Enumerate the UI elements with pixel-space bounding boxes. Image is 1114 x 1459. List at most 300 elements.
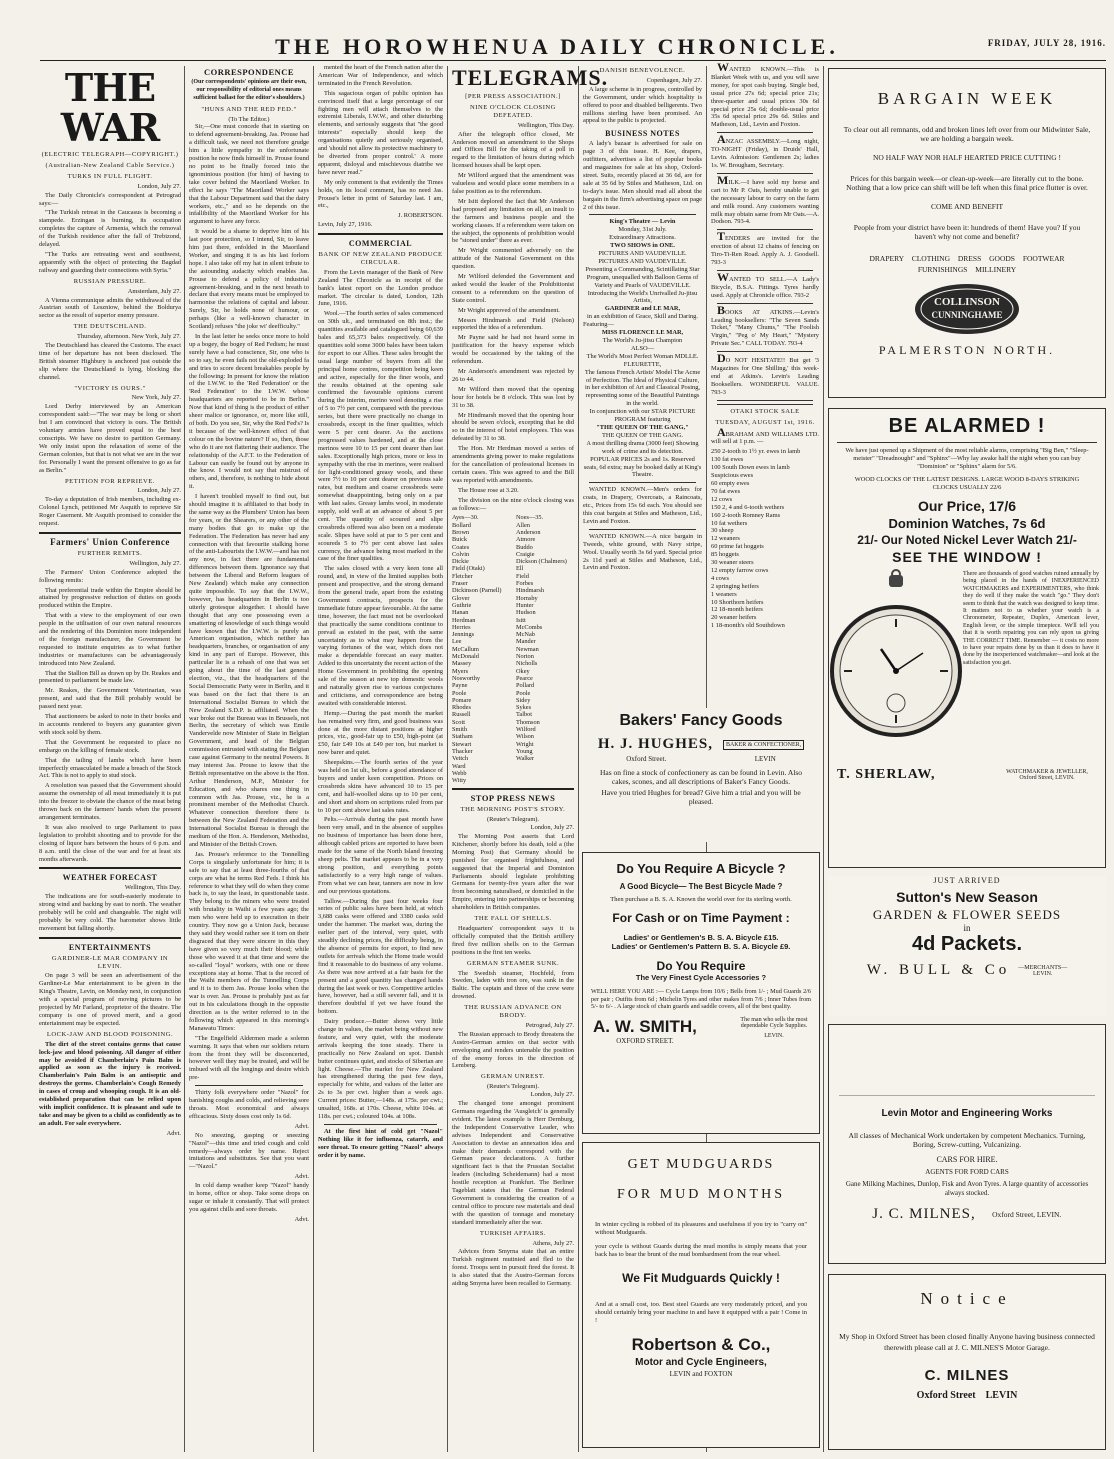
bicycle-line: Then purchase a B. S. A. Known the world over for its sterling worth. [610,896,792,903]
bargain-title: BARGAIN WEEK [877,89,1057,108]
aye-member: Jennings [452,631,475,639]
aye-member: Smith [452,726,468,734]
accessories-list: WELL HERE YOU ARE :— Cycle Lamps from 10/6 ; Bells from 1/- ; Mud Guards 2/6 per pair ; Outfits from 6d ; Michelin Tyres and other makes from 7/6 ; Inner Tubes from 5/- to 6/- . A large stock of chain guards and saddle covers, all of the best quality. [591,988,811,1011]
dropcap: W [717,269,729,284]
commercial-paragraph: Hemp.—During the past month the market has remained very firm, and good business was done at the more distant positions at higher prices, viz., good-fair up to £50, high-point (at £50, fair £49 10s at £49 per ton, but market is now barer and quiet. [318,709,443,757]
notice-name: C. MILNES [924,1367,1010,1384]
entertainments-text: On page 3 will be seen an advertisement of the Gardiner-Le Mar entertainment to be given in the King's Theatre, Levin, on Monday next, in conjunction with a special program of moving pictures to be projected by Mr Farland, proprietor of the theatre. The company is one of proved merit, and a good entertainment may be expected. [39,972,181,1027]
classified-ad [711,60,819,129]
letter-paragraph: My only comment is that evidently the Times holds, on its local comment, has no need Jas. Prouse's letter in print of Saturday last. I am, etc., [318,178,443,210]
noe-member: McCombs [516,623,543,631]
noes-list [516,514,574,762]
motor-hire: CARS FOR HIRE. [936,1155,998,1164]
aye-member: Dickinson (Parnell) [452,587,502,595]
noe-member: Pollard [516,682,535,690]
dropcap: A [717,132,726,147]
column-rule [447,66,448,1452]
sherlaw-role: WATCHMAKER & JEWELLER, Oxford Street, LEVIN. [1006,768,1088,781]
commercial-paragraph: The sales closed with a very keen tone all round, and, in view of the limited supplies both present and prospective, and the strong demand from the general trade, apart from the existing Government contracts, prospects for the immediate future appear favourable. At the same time, however, the fact must not be overlooked that practically the same conditions continue to prevail as existed in the past, with the same uncertainty as to what may happen from the varying fortunes of the war, which does not make a dependable forecast an easy matter. Added to this uncertainty the recent action of the Home Government in prohibiting the opening sale of the season at new top domestic wools and naturally given rise to various conjectures and criticisms, and correspondence are being awaited with considerable interest. [318,565,443,707]
noe-member: Thomson [516,718,540,726]
telegram-paragraph: Mr Isitt deplored the fact that Mr Anderson had proposed any limitation on all, an insult to the farmers and business people and the working classes. If a referendum were taken on the subject, the opponents of prohibition would be "stoned under" there as ever. [452,197,574,245]
pocket-watch-icon [829,571,963,761]
smith-name: A. W. SMITH, [593,1016,697,1036]
telegrams-heading: TELEGRAMS. [452,65,609,90]
watch-text: There are thousands of good watches ruined annually by being placed in the hands of INEXPERIENCED WATCHMAKERS and EXPERIMENTERS, who think they do well if they make the watch "go." They don't seem to think that the watch was designed to keep time. It matters not to us whether your watch is a Chronometer, Repeater, Duplex, American lever, English lever, or the simple timepiece. We'll tell you that it is worth repairing you can rely upon us giving THE CORRECT TIME. Remember — it costs no more to have your repairs done by us than it does to have it done by the inexperienced watchmaker—and look at the satisfaction you get. [963,570,1099,666]
stock-sale-intro [711,424,819,447]
farmers-paragraph: That preferential trade within the Empire should be attained by progressive reduction of duties on goods produced within the Empire. [39,586,181,610]
stock-sale-item: 1 weaners [711,590,737,598]
divider [195,1085,303,1086]
stock-sale-item: 1 18-month's old Southdown [711,622,785,630]
bicycle-ad [582,852,820,1134]
classified-ad-text: ANTED KNOWN.—This is Blanket Week with us, and you will save money, for spot cash buying. Single bed, usual price 27s 6d; special price 21s; three-quarter and usual prices 30s 6d special price 25s 6d; double-usual price 35s 6d special price 29s 6d. Stiles and Matheson, Ltd., Levin and Foxton. [711,66,819,129]
war-paragraph: The Deutschland has cleared the Customs. The exact time of her departure has not been disclosed. The British steamer Highbury is anchored just outside the slip where the Deutschland is lying, blocking the channel. [39,342,181,381]
letter-paragraph: Jas. Prouse's reference to the Tonnelling Corps is singularly unfortunate for him; it is safe to say that at least three-fourths of that corps are what he terms Red Feds. I think his reference to what they will do when they come back is, to say the least, in questionable taste. They belong to the miners who were treated with brutality in Waihi a few years ago; the men who were held up to execration in their country. They now go a Union Jack, because they said they would rather see it torn on their disgraced that they were sincere in this they have given so very much their blood; while those who waved it at that time and were the so-called "loyal" workers, with one or three exceptions stay at home. That is the record of the Waihi members of the Tunnelling Corps and it is to them Jas. Prouse looks when the war is over. Jas. Prouse is probably just as far out in his calculations though in the opposite direction as is the writer referred to in the following which appeared in this morning's Manawatu Times: [189,850,309,1032]
bicycle-price-2: Ladies' or Gentlemen's Pattern B. S. A. Bicycle £9. [611,942,791,951]
divider [324,1124,437,1125]
dominion-watches: Dominion Watches, 7s 6d [888,515,1046,531]
farmers-paragraph: That with a view to the employment of our own people in the utilisation of our own natural resources and the rendering of this Dominion more independent of the foreign manufacturer, the Government be requested to institute enquiries as to what further industries or manufactures can be advantageously introduced into New Zealand. [39,612,181,667]
stock-sale-item: 60 prime fat hoggets [711,543,764,551]
aye-member: Myers [452,667,469,675]
farmers-paragraph: That the tailing of lambs which have been imperfectly emasculated be made a breach of the Stock Act. This is not to apply to stud stock. [39,756,181,780]
column-notes [580,64,705,704]
classified-ad [711,302,819,349]
letter-paragraph: Sir,—One must concede that in starting on to defend agreement-breaking, Jas. Prouse had a difficult task, we need not therefore grudge him a little sympathy in the unfortunate position he now finds himself in. Prouse found no point to be finally forced into the ignominious position (for him) of having to take cover behind the Maoriland Worker. In effect he says "The Maoriland Worker says that the Labour Department said that the dairy workers, etc.," and so he depends on the infallibility of the Maoriland Worker for his argument to have any force. [189,123,309,226]
ayes-label: Ayes—30. [452,514,479,522]
classified-ad-text: O NOT HESITATE!! But get '3 Magazines for One Shilling,' this week-end at Atkins's. Levin's Leading Booksellers. WONDERFUL VALUE. 793-3 [711,357,819,396]
letter-paragraph: This sagacious organ of public opinion has convinced itself that a large percentage of our fighting men will attach themselves to the extremist Liberals, I.W.W., and other disturbing elements, and seriously suggests that "the good interests" especially should keep the organisations quietly and seriously organised, and 'should not allow its protective machinery to be diverted from proper control.' A more apparent, disloyal and mischievous diatribe we have never read." [318,89,443,176]
aye-member: Brown [452,529,470,536]
commercial-subtitle: BANK OF NEW ZEALAND PRODUCE CIRCULAR. [318,251,443,266]
letter-sign-date: Levin, July 27, 1916. [318,221,373,229]
telegram-paragraph: Mr Wilford then moved that the opening hour for hotels be 8 o'clock. This was lost by 31 to 38. [452,385,574,409]
divider [717,400,813,401]
mudguards-text-1: In winter cycling is robbed of its pleasures and usefulness if you try to "carry on" without Mudguards. [595,1221,807,1236]
logo-text-1: COLLINSON [933,296,1001,308]
stop-item-byline: Athens, July 27. [532,1239,574,1247]
theatre-pictures: PICTURES AND VAUDEVILLE. [598,257,687,265]
aye-member: Thacker [452,747,473,755]
aye-member: Coates [452,543,470,551]
accessories-sub: The Very Finest Cycle Accessories ? [635,973,767,982]
mudguards-title: GET MUDGUARDS [627,1157,775,1172]
alarmed-title: BE ALARMED ! [888,415,1046,437]
telegram-paragraph: Mr Wilford defended the Government and asked would the leader of the Prohibitionist consent to a referendum on the question of State control. [452,273,574,304]
aye-member: Stewart [452,740,472,748]
theatre-intro: Introducing the World's Unrivalled Ju-jitsu Artists, [587,289,698,305]
aye-member: Dickie [452,558,469,566]
farmers-paragraph: That auctioneers be asked to note in their books and in accounts rendered to buyers any guarantee given with stock sold by them. [39,713,181,736]
nazol-ad: At the first hint of cold get "Nazol" Nothing like it for influenza, catarrh, and sore throat. To ensure getting "Nazol" always order it by name. [318,1127,443,1159]
classified-ad [711,172,819,226]
bicycle-sub: A Good Bicycle— The Best Bicycle Made ? [619,882,783,891]
nickel-watch: 21/- Our Noted Nickel Lever Watch 21/- [857,532,1077,547]
stop-item-text: Advices from Smyrna state that an entire Turkish regiment mutinied and fled to the forest. Troops sent in pursuit fired the forest. It is also stated that the Austro-German forces aiding Smyrna have been recalled to Germany. [452,1248,574,1288]
sherlaw-name: T. SHERLAW, [837,766,936,782]
war-paragraph: "The Turks are retreating west and southwest, apparently with the object of protecting the Bagdad railway and guarding their connections with Syria." [39,250,181,274]
aye-member: Fletcher [452,572,473,580]
theatre-body: Presenting a Commanding, Scintillating Star Program, unequalled with Balloon Gems of Variety and Pearls of VAUDEVILLE. [585,265,700,289]
telegrams-sub: NINE O'CLOCK CLOSING DEFEATED. [470,103,556,119]
farmers-paragraph: That the Government be requested to place no embargo on the killing of female stock. [39,738,181,754]
mudguards-text-3: And at a small cost, too. Best steel Guards are very moderately priced, and you should certainly bring your machine in and have it equipped with a pair ! Come in ! [595,1301,807,1324]
divider [717,351,813,352]
divider [39,867,181,869]
commercial-paras [318,269,443,1121]
aye-member: Poole [452,689,467,697]
bakers-town: LEVIN [754,755,776,763]
letter-paras [189,123,309,1082]
bargain-text: Prices for this bargain week—or clean-up-week—are literally cut to the bone. Nothing that a low price can shift will be left when this final price flutter is over. [846,174,1088,192]
lockjaw-sign: Advt. [166,1129,181,1137]
divider [717,229,813,230]
letter-paragraph: In the last letter he seeks once more to hold up a bogey, the bogey of Red Fedism; he must surely have a bad conscience, Sir, one who is so to say, he even fails not the old-exploded fa and tries to score decent breakables people by the following: In present for know the relation of the I.W.W. to the 'Red Federation' or the 'Red Federation' to the I.W.W. whose headquarters are reported to be in Berlin." Now that kind of thing is the product of either sheer malice or ignorance, or, more like still, of both. Do you see, Sir, why the Red Fed's? Is it because of the well-known effect of that colour on the bovine nature? If so, then, those who do it are not flattering their audience. The relationship of the A.F.T. to the Federation of Labour can easily be found out by anyone in the know. I would not say that mistrust of others, and, therefore, is nothing to hide about it. [189,333,309,491]
nazol-ad-text: Thirty folk everywhere order "Nazol" for banishing coughs and colds, and relieving sore throats. Most economical and always efficacious. Sixty doses cost only 1s 6d. [189,1089,309,1120]
aye-member: Glover [452,594,470,602]
bargain-people: People from your district have been it: hundreds of them! Have you? If you haven't why not come and benefit? [853,223,1081,241]
telegram-paragraph: Mr Hindmarsh moved that the opening hour should be seven o'clock, excepting that he did so in the interest of hotel employees. This was defeated by 31 to 38. [452,411,574,443]
divider [717,132,813,133]
noe-member: Mander [516,638,536,646]
suttons-top: JUST ARRIVED [933,876,1001,885]
letter-paragraph: mented the heart of the French nation after the American War of Independence, and which terminated in the French Revolution. [318,64,443,87]
aye-member: McDonald [452,653,479,661]
war-section-byline: London, July 27. [137,182,181,190]
suttons-in: in [963,923,971,933]
aye-member: McCallum [452,645,479,653]
stop-item-title: GERMAN STEAMER SUNK. [466,959,560,967]
bull-town: LEVIN. [1033,970,1053,977]
war-agency: (Australian-New Zealand Cable Service.) [45,161,175,169]
aye-member: Hanan [452,609,469,617]
business-notes-text: A lady's bazaar is advertised for sale on page 3 of this issue. H. Kee, drapers, outfitters, advertises a list of popular books and magazines for sale at his shop, Oxford-street. Suits, recently placed at 36 6d, are for sale at 35 6d by Stiles and Matheson, Ltd. on to-day's issue. Men should read all about the bargain in the firm's advertising space on page 2 of this issue. [583,140,702,211]
nazol-ad-sign: Advt. [294,1122,309,1130]
noe-member: Nicholls [516,660,538,668]
wanted-ad-1: WANTED KNOWN.—Men's orders for coats, in Drapery, Overcoats, a Raincoats, etc., Prices from 15s 6d each. You should see this coat bargain at Stiles and Matheson, Ltd., Levin and Foxton. [583,486,702,525]
war-paragraph: "The Turkish retreat in the Caucasus is becoming a stampede. Erzingan is burning, its occupation completes the capture of Armenia, which the removal of the Turkish residence after the fall of Trebizond, delayed. [39,209,181,249]
telegram-paragraph: Mr Wright approved of the amendment. [458,306,560,314]
commercial-paragraph: Dairy produce.—Butter shows very little change in values, the market being without new feature, and very quiet, with the moderate arrivals keeping the tone steady. There is practically no New Zealand on spot. Danish butter continues quiet, and stocks of Siberian are light. Cheese.—The market for New Zealand has strengthened during the past few days, especially for white, and values of the latter are 2s to 3s per cwt. higher than a week ago. Current prices: Butter,—148s. at 175s. per cwt.; unsalted, 168s. at 170s. Cheese, white 104s. at 118s. per cwt.; coloured 104s. at 108s. [318,1018,443,1120]
masthead-rule [40,60,1106,61]
stock-sale-item: 12 cows [711,495,733,503]
noe-member: Dickson (Chalmers) [516,558,567,566]
bull-role: —MERCHANTS— [1018,964,1068,971]
telegram-paragraph: The House rose at 3.20. [458,486,519,494]
noe-member: Forbes [516,580,534,588]
farmers-title: Farmers' Union Conference [50,536,170,547]
noe-member: Anderson [516,529,541,536]
theatre-miss: MISS FLORENCE LE MAR, [601,329,684,337]
noe-member: Wilford [516,726,536,734]
theatre-desc: A most thrilling drama (3000 feet) Showing work of crime and its detection. [586,439,699,455]
divider [717,270,813,271]
column-rule [578,66,579,1452]
weather-text: The indications are for south-easterly moderate to strong wind and backing by east to north. The weather probably will be cold and changeable. The night will probably be very cold. The barometer shows little movement but falling shortly. [39,893,181,932]
bicycle-price-1: Ladies' or Gentlemen's B. S. A. Bicycle £15. [623,933,779,942]
smith-town: LEVIN. [764,1032,784,1039]
correspondence-note: (Our correspondents' opinions are their own, our responsibility of editorial ones means sufficient ballast for the editor's shoulders.) [191,78,307,101]
commercial-paragraph: Wool.—The fourth series of sales commenced on 30th ult., and terminated on 8th inst.; the quantities available and catalogued being 60,639 bales and 65,373 bales respectively. Of the quantities sold some 3000 bales have been taken for export to our Allies. These sales brought the usual large number of buyers from all the principal home centres, competition being keen and active, especially for the finer wools, and the results obtained at the opening sale confirmed the favourable opinions current during the interim, merino wool denoting a rise of 5 to 7½ per cent, compared with the previous series, but there were practically no change in crossbreds, except in the finer qualities, which were 5 per cent dearer. As the auctions progressed values hardened, and at the close merinos were 10 to 15 per cent dearer than last sales. Exceptionally high prices, more or less in sympathy with the rise in merinos, were realised for light-conditioned greasy wools, and these were 7½ to 10 per cent dearer on previous sale rates, but medium and coarse crossbreds were somewhat disappointing, being only on a par with last sales. Greasy lambs wool, in moderate supply, sold well at an advance of about 5 per cent. The quantity of scoured and slipe crossbreds offered was also been on a moderate scale. Slipes have sold at par to 5 per cent and scoureds 5 to 7½ per cent above last sales currency, the advance being most marked in the case of the finer qualities. [318,310,443,563]
war-section-byline: Amsterdam, July 27. [127,287,181,295]
divider [717,303,813,304]
motor-title: Levin Motor and Engineering Works [881,1108,1053,1119]
logo-text-2: CUNNINGHAME [931,310,1003,320]
farmers-paragraph: Mr. Reakes, the Government Veterinarian, was present, and said that the Bill probably would be passed next year. [39,687,181,711]
aye-member: Colvin [452,550,470,558]
robertson-name: Robertson & Co., [631,1335,771,1354]
notice-ad [828,1274,1106,1450]
dropcap: A [717,424,726,439]
stock-sale-item: 12 18-month heifers [711,606,763,614]
classified-ad-text: ENDERS are invited for the erection of about 12 chains of fencing on Tiro-Ti-Ren Road. Apply A. J. Goodsell. 793-3 [711,235,819,267]
smith-street: OXFORD STREET. [616,1036,674,1045]
aye-member: Veitch [452,755,469,763]
stop-item-byline: London, July 27. [530,1091,574,1099]
entertainments-subtitle: GARDINER-LE MAR COMPANY IN LEVIN. [51,954,169,970]
noe-member: Ell [516,565,524,573]
dropcap: M [717,172,729,187]
stock-sale-item: 250 2-tooth to 1½ yr. ewes in lamb [711,448,801,456]
lockjaw-text: The dirt of the street contains germs that cause lock-jaw and blood poisoning. All danger of either may be avoided if Chamberlain's Pain Balm is applied as soon as the injury is received. Chamberlain's Pain Balm is an antiseptic and destroys the germs. Chamberlain's Cough Remedy in cases of croup and whooping cough. It is an old-established preparation that can be relied upon with implicit confidence. It is pleasant and safe to take and may be given to a child as confidently as to an adult. For sale everywhere. [39,1040,181,1127]
bakers-name: H. J. HUGHES, [597,736,713,752]
stop-item-text: The Morning Post asserts that Lord Kitchener, shortly before his death, told a (the Morning Post) that Germany should be punished for organised frightfulness, and suggested that the Imperial and Dominion Parliaments should legislate prohibiting Germans for twenty-five years after the war from becoming naturalised, or domiciled in the Empire, entering into partnerships or becoming shareholders in British companies. [452,833,574,912]
stock-sale-items [711,448,819,630]
noe-member: Hornsby [516,594,538,602]
dropcap: W [717,60,729,74]
theatre-champion: The World's Ju-jitsu Champion [602,337,683,344]
stock-sale-item: 10 Shorthorn heifers [711,598,764,606]
war-sections [39,173,181,528]
aye-member: Field (Otaki) [452,565,485,573]
classified-ad-text: NZAC ASSEMBLY.—Long night, TO-NIGHT (Friday), in Druids' Hall, Levin. Admission: Gentlemen 2s; ladies 1s. W. Brougham, Secretary. [711,138,819,169]
telegram-paragraph: After the telegraph office closed, Mr Anderson moved an amendment to the Shops and Offices Bill for the taking of a poll in regard to the limitation of hours during which licensed houses shall be kept open. [452,130,574,170]
stop-press-items [452,806,574,1288]
letter-to: (To The Editor.) [228,115,270,123]
nazol-ad-text: No sneezing, gasping or sneezing "Nazol"—this time and tried cough and cold remedy—always order by name. Reject imitations and substitutes. See that you want—"Nazol." [189,1131,309,1171]
divider [589,214,696,215]
war-section-title: PETITION FOR REPRIEVE. [65,477,155,485]
aye-member: Buick [452,536,468,544]
classified-ad [711,269,819,300]
wanted-ad-2: WANTED KNOWN.—A nice bargain in Tweeds, white ground, with Navy stripe, Wool. Usually worth 3s 6d yard. Special price 2s 11d yard at Stiles and Matheson, Ltd., Levin and Foxton. [583,532,702,572]
be-alarmed-ad [828,408,1106,868]
motor-agents: AGENTS FOR FORD CARS [925,1168,1009,1176]
telegram-paragraph: The division on the nine o'clock closing was as follows:— [452,496,574,512]
mudguards-text-2: your cycle is without Guards during the mud months is simply means that your back has to bear the brunt of the mud bombardment from the rear wheel. [595,1243,807,1258]
theatre-prices: POPULAR PRICES 2s and 1s. Reserved seats, 6d extra; may be booked daily at King's Theatre. [583,455,702,479]
divider [318,233,443,235]
noe-member: Sykes [516,704,532,712]
aye-member: Lee [452,638,462,646]
nazol-ads [189,1089,309,1224]
aye-member: Herries [452,623,471,631]
stop-item-text: Headquarters' correspondent says it is officially computed that the British artillery fired five million shells on to the German positions in the first ten weeks. [452,924,574,956]
suttons-title-2: GARDEN & FLOWER SEEDS [872,907,1062,922]
stock-sale-item: 100 South Down ewes in lamb [711,464,790,472]
aye-member: Rhodes [452,704,471,712]
stop-item-byline: Petrograd, July 27. [525,1021,574,1029]
levin-motor-ad [828,1024,1106,1264]
aye-member: Witty [452,777,467,785]
divider [717,173,813,174]
noe-member: Okey [516,667,530,675]
theatre-featuring: Featuring— [583,321,614,329]
letter-title: "HUNS AND THE RED FED." [201,105,297,113]
aye-member: Bollard [452,521,471,529]
aye-member: Statham [452,733,473,741]
weather-title: WEATHER FORECAST [62,873,158,883]
suttons-seeds-ad [828,876,1106,1016]
correspondence-title: CORRESPONDENCE [203,67,295,77]
telegram-paragraph: The Hon. Mr Herdman moved a series of amendments giving power to make regulations for the cancellation of professional licenses in certain cases. This was agreed to and the Bill was reported with amendments. [452,445,574,484]
farmers-subtitle: FURTHER REMITS. [77,549,143,557]
theatre-names: GARDINER and LE MAR, [604,305,681,313]
war-section-byline: London, July 27. [137,487,181,495]
divider [39,937,181,939]
entertainments-title: ENTERTAINMENTS [68,942,152,952]
noe-member: Hindmarsh [516,587,544,595]
newspaper-title: THE HOROWHENUA DAILY CHRONICLE. [275,34,839,59]
bakers-text: Has on fine a stock of confectionery as can be found in Levin. Also cakes, scones, and all descriptions of Baker's Fancy Goods. [599,768,803,786]
suttons-packets: 4d Packets. [911,933,1023,955]
war-paragraph: The Daily Chronicle's correspondent at Petrograd says:— [39,191,181,207]
stock-sale-title: OTAKI STOCK SALE [730,407,800,415]
mudguards-title-2: FOR MUD MONTHS [616,1187,786,1202]
stock-sale-item: 20 weaner heifers [711,614,757,622]
theatre-also: ALSO— [630,344,655,352]
stock-sale-item: 130 fat ewes [711,456,744,464]
bargain-departments: DRAPERY CLOTHING DRESS GOODS FOOTWEAR FURNISHINGS MILLINERY [869,254,1065,274]
war-heading: THE WAR [60,65,160,150]
theatre-conjunction: In conjunction with our STAR PICTURE PROGRAM featuring [589,408,696,424]
robertson-town: LEVIN and FOXTON [669,1370,733,1378]
suttons-title: Sutton's New Season [896,889,1038,905]
noe-member: Buddo [516,543,533,551]
weather-byline: Wellington, This Day. [124,884,181,892]
column-rule [823,66,824,1452]
bargain-come: COME AND BENEFIT [930,202,1004,211]
bakers-title: Bakers' Fancy Goods [619,712,783,729]
dropcap: T [717,229,726,244]
aye-member: Ward [452,762,466,770]
letter-continued [318,64,443,210]
theatre-queen: "THE QUEEN OF THE GANG," [596,423,689,431]
divider [452,788,574,790]
notice-title: Notice [920,1289,1014,1308]
noe-member: Field [516,572,529,580]
telegram-paragraph: Mr Payne said he had not heard some in justification for the heavy expense which would be occasioned by the taking of the referendum. [452,334,574,366]
masthead [0,0,1114,62]
aye-member: Payne [452,682,468,690]
war-section-byline: New York, July 27. [131,394,181,402]
war-paragraph: To-day a deputation of Irish members, including ex-Colonel Lynch, petitioned Mr Asquith to reprieve Sir Roger Casement. Mr Asquith promised to consider the request. [39,496,181,528]
classified-ad-text: ILK.—I have sold my horse and cart to Mr P. Oats, hereby unable to get the necessary labour to carry on the farm and milk round. Any customers wanting milk may obtain same from Mr Oats.—A. Dodson. 793-4. [711,178,819,226]
theatre-sub: Extraordinary Attractions. [609,234,676,242]
theatre-model: The World's Most Perfect Woman MDLLE. FLEURETTE, [586,352,699,368]
stop-item-text: The changed tone amongst prominent Germans regarding the 'Ausgleich' is generally evident. The latest example is Herr Dernburg, the Independent Conservative Leader, who advises Independent and Conservative Association to devise an annexation idea and make their demands correspond with the German peace declarations. A further significant fact is that the Prussian Socialist leaders (including Scheidemann) had a most hostile reception at Frankfurt. The Berliner Tageblatt states that the German Federal Government is considering the creation of a central office to procure raw materials and deal with the question of tonnage and monetary standard immediately after the war. [452,1100,574,1226]
milnes-name: J. C. MILNES, [872,1206,976,1222]
stock-sale-date: TUESDAY, AUGUST 1st, 1916. [715,418,815,426]
noe-member: Walker [516,755,535,763]
collinson-logo [912,281,1022,337]
right-ad-column [828,64,1106,1454]
aye-member: Herdman [452,616,476,624]
mudguards-fit: We Fit Mudguards Quickly ! [622,1271,780,1285]
commercial-paragraph: Sheepskins.—The fourth series of the year was held on 1st ult., before a good attendance of buyers and under keen competition. Prices on crossbreds skins have advanced 10 to 15 per cent, and half-woolled skins up to 10 per cent, and short and shorn on scriptions ruled from par to 10 per cent above last sales rates. [318,759,443,814]
noe-member: Newman [516,645,539,653]
aye-member: Webb [452,769,467,777]
war-section-byline: Thursday, afternoon. New York, July 27. [77,333,181,341]
stock-sale-item: 30 weaner steers [711,559,754,567]
theatre-pictures: PICTURES AND VAUDEVILLE. [598,250,687,258]
farmers-byline: Wellington, July 27. [129,559,181,567]
alarmed-text: We have just opened up a Shipment of the most reliable alarms, comprising "Big Ben," "Sleep-meister" "Dreadnought" and "Sphinx"—Why lay awake half the night when you can buy "Dominion" or "Sphinx" alarm for 5/6. [845,447,1089,470]
danish-title: DANISH BENEVOLENCE. [599,67,686,74]
aye-member: Guthrie [452,601,472,609]
danish-text: A large scheme is in progress, controlled by the Government, under which hospitality is offered to poor and disabled belligerents. Two millions sterling have been promised. An appeal to the public is projected. [583,85,702,125]
stock-sale-item: 4 cows [711,574,729,582]
stock-sale-item: 12 empty farrow cows [711,566,769,574]
lockjaw-title: LOCK-JAW AND BLOOD POISONING. [46,1030,174,1038]
farmers-paras [39,569,181,864]
stock-sale-item: Suspicious ewes [711,472,754,480]
classified-ad-text: OOKS AT ATKINS.—Levin's Leading booksellers: "The Seven Sands Ticket," "Many Chums," "The Foolish Virgin," "Peg o' My Heart," "Mystery Private Sec." CALL TODAY. 793-4 [711,308,819,348]
classified-ad [711,351,819,397]
commercial-paragraph: Pelts.—Arrivals during the past month have been very small, and in the absence of supplies no business of importance has been done here, although cabled prices are reported to have been made for the same of the North Island freezing sheep pelts. The market appears to be in a very strong position, and everything points satisfactorily to a very high range of values. From what we can hear, tanners are now in low and our previous quotations. [318,816,443,895]
stock-sale-item: 160 2-tooth Romney Rams [711,511,781,519]
letter-paragraph: I haven't troubled myself to find out, but should imagine it is affiliated to that body in the same way as the Plumbers' Union has been for years, or the Shearers, or any other of the many bodies that go to make up the Federation. The Federation has never had any connection with that favourite stalking horse of the anti-Labourists the I.W.W.—and has not any now, in fact there are fundamental differences between them. Ignorance say that between the Liberal and Reform leagues of New Zealand) which make any connection quite impossible. To say that the I.W.W., however, has headquarters in Berlin is too utterly grotesque altogether. I should have thought that any one possessing even a smattering of knowledge of such things would have known that the I.W.W. is purely an American organisation, which neither has headquarters, branches, or organisation of any kind in any part of Europe. However, this particular lie is a rehash of one that was set going about the time of the last general election, viz., that the headquarters of the Social Democratic Party were in Berlin, and it was based on the fact that there is an International Socialist Bureau to which the New Zealand S.D.P. is affiliated. When the war broke out the Bureau was in Brussels, not Berlin, the secretary of which was Emile Vandervelde now Minister of State in Belgian Government, and head of the Belgian commission entrusted with stating the Belgian case against Germany to the neutral Powers. It may interest Jas. Prouse to know that the British representative on the above is the Hon. Arthur Henderson, M.P., Minister for Education, and who shares one thing in common with Jas. Prouse, viz., he is a prominent member of the Methodist Church. Whatever connection therefore there is between the New Zealand Federation and the International Socialist Bureau is through the medium of the Hon. A. Henderson, Methodist, and Minister of the British Crown. [189,493,309,848]
business-notes-title: BUSINESS NOTES [605,129,680,139]
noe-member: Poole [516,689,531,697]
farmers-paragraph: That the Stallion Bill as drawn up by Dr. Reakes and presented to parliament be made law. [39,669,181,685]
aye-member: Nosworthy [452,674,480,682]
noe-member: Norton [516,653,534,661]
letter-paragraph: "The Engelfield Aldermen made a solemn warning. It says that when our soldiers return from the front they will be disconcerted, however well they may be treated, and will be imbued with all the longings and desire which pre- [189,1034,309,1082]
ayes-list [452,514,510,784]
stop-item-title: GERMAN UNREST. [480,1073,546,1081]
bakers-ad [582,708,820,842]
noe-member: Pearce [516,674,533,682]
divider [589,529,696,530]
motor-more: Gane Milking Machines, Dunlop, Fisk and Avon Tyres. A large quantity of accessories always stocked. [845,1180,1089,1197]
stop-item-title: THE FALL OF SHELLS. [474,915,552,923]
nazol-ad-text: In cold damp weather keep "Nazol" handy in home, office or shop. Take some drops on sugar or inhale it constantly. That will protect you against chills and sore throats. [189,1182,309,1213]
commercial-title: COMMERCIAL [348,239,413,249]
notice-addr: Oxford Street LEVIN [916,1390,1018,1401]
noe-member: Craigie [516,550,535,558]
bargain-intro: To clear out all remnants, odd and broken lines left over from our Midwinter Sale, we are holding a bargain week. [843,125,1091,143]
classified-ad [711,132,819,170]
commercial-paragraph: From the Levin manager of the Bank of New Zealand The Chronicle as in receipt of the bank's latest report on the London produce market. The circular is dated, London, 12th June, 1916. [318,268,443,308]
letter-paragraph: It would be a shame to deprive him of his last poor protection, so I intend, Sir, to leave him just there, enfolded in the Maoriland Worker, and singing it is as his last forlorn hope. I also take off my hat in silent tribute to the astounding audacity which enables Jas. Prouse to defend a policy of industrial agreement-breaking, and in the next breath to declare that every means must be employed to harmonise the relations of capital and labour. Surely, Sir, he holds none of humour, or perhaps (like a well-known character in Scotland) refuses "the joke wi' deefficulty." [189,228,309,331]
stop-item-agency: (Reuter's Telegram). [486,816,540,824]
noe-member: Talbot [516,711,532,719]
stock-sale-item: 60 empty ewes [711,479,750,487]
dropcap: D [717,351,726,366]
noes-label: Noes—35. [516,514,544,522]
bargain-town: PALMERSTON NORTH. [878,343,1056,357]
classified-ads [711,60,819,401]
farmers-paragraph: It was also resolved to urge Parliament to pass legislation to prohibit shooting and to provide for the closing of liquor bars between the hours of 6 p.m. and 8 a.m. until the close of the war and for at least six months afterwards. [39,823,181,863]
theatre-queen-2: THE QUEEN OF THE GANG. [602,431,683,439]
bargain-week-ad [828,68,1106,398]
bakers-tagline: Have you tried Hughes for bread? Give him a trial and you will be pleased. [601,788,801,806]
noe-member: Wright [516,740,534,748]
war-paragraph: A Vienna communique admits the withdrawal of the Austrian south of Leszniow, behind the Boldurya sector as the result of superior enemy pressure. [39,296,181,320]
aye-member: Massey [452,660,472,668]
milnes-addr: Oxford Street, LEVIN. [992,1210,1062,1219]
